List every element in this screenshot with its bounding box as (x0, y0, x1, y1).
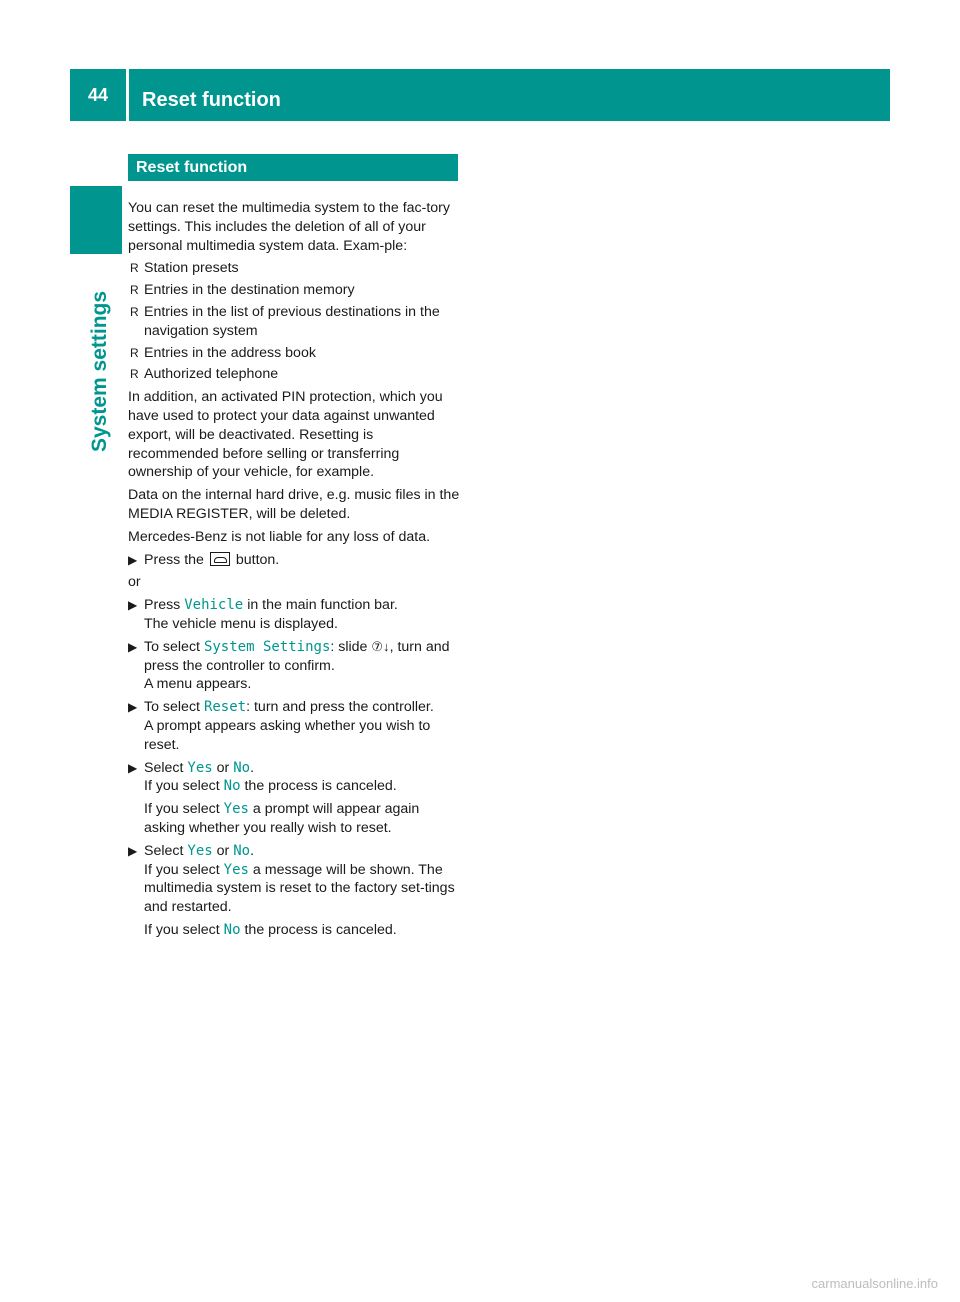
step-press-vehicle-button: ▶ Press the button. (128, 551, 280, 568)
bullet-r-icon: R (130, 261, 139, 276)
bullet-r-icon: R (130, 304, 139, 319)
section-heading: Reset function (128, 154, 458, 181)
liability-paragraph: Mercedes-Benz is not liable for any loss of data. (128, 528, 431, 545)
arrow-right-icon: ▶ (128, 598, 138, 613)
arrow-right-icon: ▶ (128, 639, 138, 654)
pin-paragraph: In addition, an activated PIN protection, which you have used to protect your data against unwanted export, will be deactivated. Resetting is recommended before selling or transferring ownership of your vehicle, for example. (128, 389, 443, 481)
step-result: A prompt appears asking whether you wish to reset. (144, 717, 431, 753)
page-number: 44 (87, 85, 109, 105)
no-result-paragraph: If you select No the process is canceled. (144, 921, 397, 938)
section-content (128, 199, 464, 944)
bullet-r-icon: R (130, 283, 139, 298)
or-text: or (128, 574, 141, 591)
option-yes: Yes (223, 861, 249, 878)
intro-paragraph: You can reset the multimedia system to the fac-tory settings. This includes the deletion of all of your personal multimedia system data. Exam-ple: (128, 200, 450, 254)
list-item: R Entries in the destination memory (130, 282, 355, 299)
media-paragraph: Data on the internal hard drive, e.g. music files in the MEDIA REGISTER, will be deleted. (128, 487, 460, 522)
step-press-vehicle: ▶ Press Vehicle in the main function bar. The vehicle menu is displayed. (128, 597, 398, 632)
list-item: R Station presets (130, 260, 239, 277)
option-yes: Yes (187, 759, 213, 776)
vehicle-button-icon (210, 552, 230, 566)
arrow-right-icon: ▶ (128, 843, 138, 858)
deleted-data-list (128, 259, 464, 384)
list-item: R Entries in the address book (130, 344, 316, 361)
menu-item-system-settings: System Settings (203, 638, 331, 655)
arrow-right-icon: ▶ (128, 700, 138, 715)
menu-item-vehicle: Vehicle (184, 597, 244, 614)
menu-item-reset: Reset (203, 699, 247, 716)
option-no: No (233, 759, 251, 776)
step-select-system-settings: ▶ To select System Settings: slide ⑦↓, turn and press the controller to confirm. A menu appears. (128, 638, 450, 693)
step-select-yes-no: ▶ Select Yes or No. If you select No the process is canceled. (128, 759, 397, 795)
arrow-right-icon: ▶ (128, 760, 138, 775)
controller-slide-down-icon: ⑦↓ (371, 638, 390, 654)
list-item: R Authorized telephone (130, 366, 279, 383)
option-yes: Yes (223, 801, 249, 818)
bullet-r-icon: R (130, 367, 139, 382)
sidebar-section-label: System settings (88, 290, 111, 452)
list-item: R Entries in the list of previous destinations in the navigation system (130, 303, 440, 339)
option-no: No (223, 778, 241, 795)
step-result: The vehicle menu is displayed. (144, 615, 338, 632)
yes-result-paragraph: If you select Yes a prompt will appear again asking whether you really wish to reset. (144, 801, 420, 836)
option-yes: Yes (187, 842, 213, 859)
step-select-yes-no: ▶ Select Yes or No. If you select Yes a message will be shown. The multimedia system is reset to the factory set-tings and restarted. (128, 842, 455, 916)
page-title: Reset function (142, 89, 281, 111)
footer-watermark: carmanualsonline.info (811, 1276, 938, 1291)
arrow-right-icon: ▶ (128, 552, 138, 567)
header-divider (126, 69, 129, 121)
option-no: No (233, 842, 251, 859)
bullet-r-icon: R (130, 345, 139, 360)
sidebar-tab-marker (70, 186, 122, 254)
step-select-reset: ▶ To select Reset: turn and press the controller. A prompt appears asking whether you wish to reset. (128, 699, 434, 753)
option-no: No (223, 921, 241, 938)
step-result: A menu appears. (144, 676, 252, 693)
